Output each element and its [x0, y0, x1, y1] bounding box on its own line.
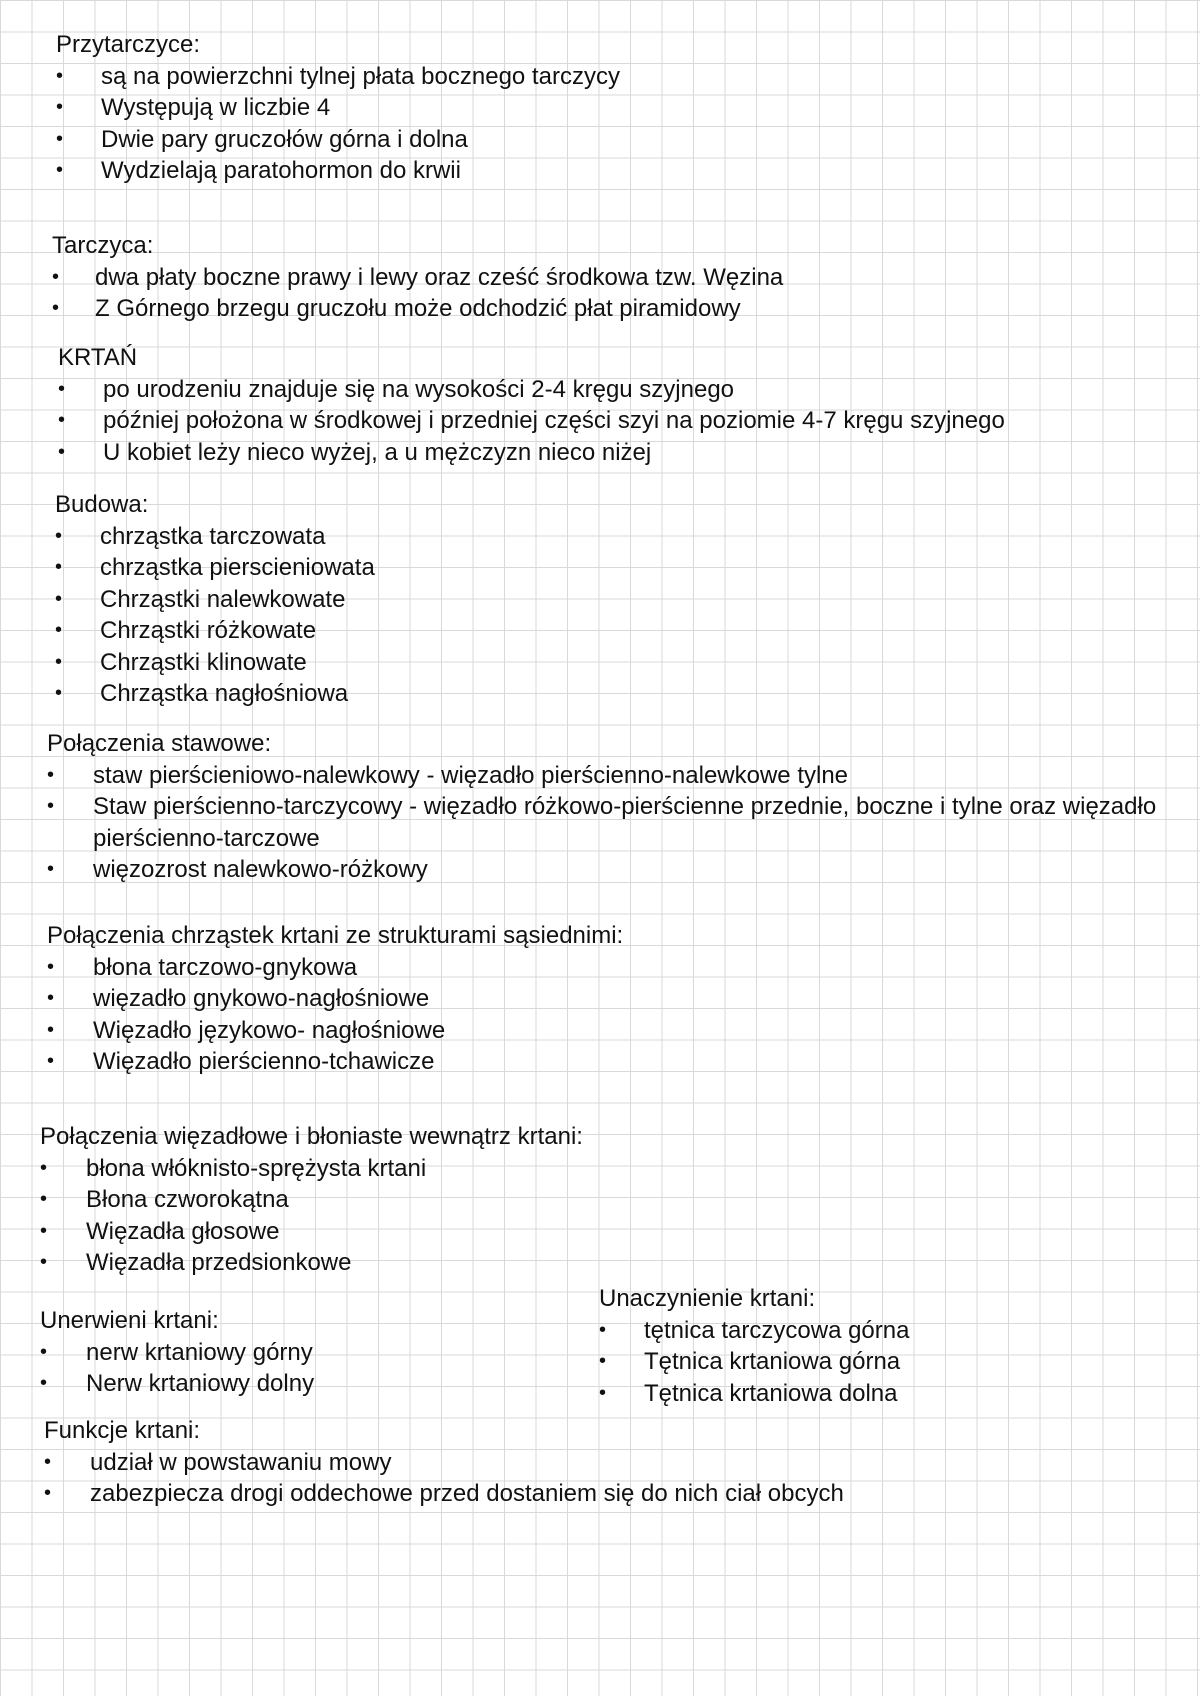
bullet-icon: •: [40, 1219, 48, 1242]
section-przytarczyce: [56, 29, 1156, 187]
list-item: [55, 521, 1155, 553]
list-item-text: zabezpiecza drogi oddechowe przed dostaniem się do nich ciał obcych: [90, 1480, 844, 1507]
list-item: [58, 437, 1178, 469]
bullet-list: [40, 1153, 1140, 1279]
bullet-icon: •: [47, 763, 55, 786]
list-item: [58, 374, 1178, 406]
section-heading: Tarczyca:: [52, 232, 154, 259]
bullet-icon: •: [599, 1350, 607, 1372]
list-item: [47, 952, 1147, 984]
section-krtan: [58, 342, 1178, 468]
list-item-text: Więzadło pierścienno-tchawicze: [93, 1048, 435, 1075]
list-item-text: Tętnica krtaniowa dolna: [644, 1379, 898, 1407]
section-heading: Budowa:: [55, 491, 149, 518]
bullet-icon: •: [55, 587, 63, 610]
list-item: [40, 1153, 1140, 1185]
list-item-text: Błona czworokątna: [86, 1186, 289, 1213]
list-item: [56, 155, 1156, 187]
list-item: [47, 791, 1157, 854]
bullet-icon: •: [47, 795, 55, 817]
list-item-text: Staw pierścienno-tarczycowy - więzadło różkowo-pierścienne przednie, boczne i tylne oraz więzadło pierścienno-tarczowe: [93, 793, 1157, 852]
list-item: [47, 983, 1147, 1015]
list-item-text: Dwie pary gruczołów górna i dolna: [101, 125, 468, 153]
list-item: [55, 678, 1155, 710]
bullet-icon: •: [47, 987, 55, 1009]
list-item-text: staw pierścieniowo-nalewkowy - więzadło pierścienno-nalewkowe tylne: [93, 761, 849, 789]
section-unerwienie: [40, 1305, 560, 1400]
bullet-icon: •: [40, 1156, 48, 1179]
bullet-icon: •: [58, 409, 66, 431]
list-item-text: po urodzeniu znajduje się na wysokości 2-4 kręgu szyjnego: [103, 375, 735, 403]
bullet-list: [55, 521, 1155, 710]
bullet-list: [47, 952, 1147, 1078]
list-item: [47, 854, 1157, 886]
list-item-text: chrząstka tarczowata: [100, 522, 326, 550]
list-item: [55, 647, 1155, 679]
section-heading: KRTAŃ: [58, 344, 138, 371]
list-item-text: błona tarczowo-gnykowa: [93, 953, 358, 981]
bullet-icon: •: [56, 159, 64, 181]
list-item-text: później położona w środkowej i przedniej części szyi na poziomie 4-7 kręgu szyjnego: [103, 407, 1005, 434]
bullet-icon: •: [44, 1482, 52, 1504]
section-polaczenia-wiezadlowe: [40, 1121, 1140, 1279]
bullet-icon: •: [55, 556, 63, 578]
list-item-text: tętnica tarczycowa górna: [644, 1316, 910, 1344]
list-item-text: Więzadła przedsionkowe: [86, 1249, 352, 1276]
bullet-icon: •: [599, 1318, 607, 1341]
section-unaczynienie: [599, 1283, 1159, 1409]
list-item-text: Tętnica krtaniowa górna: [644, 1348, 901, 1375]
list-item: [56, 124, 1156, 156]
list-item: [599, 1315, 1159, 1347]
list-item-text: więzozrost nalewkowo-różkowy: [93, 856, 428, 883]
bullet-icon: •: [47, 858, 55, 880]
section-heading: Połączenia stawowe:: [47, 730, 272, 757]
section-funkcje: [44, 1415, 1144, 1510]
bullet-icon: •: [47, 955, 55, 978]
bullet-icon: •: [56, 96, 64, 118]
list-item-text: więzadło gnykowo-nagłośniowe: [93, 985, 430, 1012]
list-item-text: Chrząstki różkowate: [100, 617, 317, 644]
list-item: [52, 293, 1152, 325]
section-heading: Funkcje krtani:: [44, 1417, 201, 1444]
list-item: [55, 615, 1155, 647]
section-heading: Połączenia chrząstek krtani ze strukturami sąsiednimi:: [47, 922, 624, 949]
section-tarczyca: [52, 230, 1152, 325]
list-item-text: Chrząstki nalewkowate: [100, 585, 346, 613]
bullet-icon: •: [47, 1018, 55, 1041]
bullet-icon: •: [44, 1450, 52, 1473]
list-item-text: błona włóknisto-sprężysta krtani: [86, 1154, 427, 1182]
bullet-icon: •: [58, 440, 66, 463]
list-item-text: nerw krtaniowy górny: [86, 1338, 313, 1366]
bullet-icon: •: [40, 1372, 48, 1394]
list-item: [40, 1247, 1140, 1279]
list-item-text: Chrząstka nagłośniowa: [100, 680, 349, 707]
list-item-text: dwa płaty boczne prawy i lewy oraz cześć środkowa tzw. Węzina: [95, 263, 784, 291]
list-item: [58, 405, 1178, 437]
bullet-list: [47, 760, 1157, 886]
list-item: [47, 1046, 1147, 1078]
section-polaczenia-chrzastek: [47, 920, 1147, 1078]
list-item-text: Więzadło językowo- nagłośniowe: [93, 1016, 446, 1044]
section-heading: Unaczynienie krtani:: [599, 1285, 816, 1312]
bullet-icon: •: [40, 1340, 48, 1363]
bullet-icon: •: [52, 297, 60, 319]
bullet-icon: •: [40, 1251, 48, 1273]
list-item: [47, 1015, 1147, 1047]
list-item-text: Z Górnego brzegu gruczołu może odchodzić płat piramidowy: [95, 295, 741, 322]
list-item: [52, 262, 1152, 294]
list-item: [47, 760, 1157, 792]
bullet-icon: •: [55, 650, 63, 673]
section-heading: Unerwieni krtani:: [40, 1307, 219, 1334]
list-item-text: udział w powstawaniu mowy: [90, 1448, 392, 1476]
list-item: [56, 61, 1156, 93]
list-item: [44, 1478, 1144, 1510]
list-item: [40, 1216, 1140, 1248]
bullet-icon: •: [55, 619, 63, 641]
bullet-icon: •: [47, 1050, 55, 1072]
list-item-text: Wydzielają paratohormon do krwii: [101, 157, 461, 184]
bullet-list: [52, 262, 1152, 325]
bullet-list: [58, 374, 1178, 469]
list-item-text: chrząstka pierscieniowata: [100, 554, 375, 581]
list-item-text: U kobiet leży nieco wyżej, a u mężczyzn nieco niżej: [103, 438, 652, 466]
list-item: [44, 1447, 1144, 1479]
list-item-text: Więzadła głosowe: [86, 1217, 280, 1245]
list-item: [55, 552, 1155, 584]
bullet-icon: •: [52, 265, 60, 288]
list-item: [40, 1337, 560, 1369]
list-item-text: są na powierzchni tylnej płata bocznego tarczycy: [101, 62, 620, 90]
list-item: [599, 1378, 1159, 1410]
bullet-icon: •: [40, 1188, 48, 1210]
bullet-icon: •: [55, 682, 63, 704]
bullet-list: [599, 1315, 1159, 1410]
list-item: [56, 92, 1156, 124]
bullet-icon: •: [58, 377, 66, 400]
section-budowa: [55, 489, 1155, 710]
bullet-icon: •: [55, 524, 63, 547]
list-item: [40, 1368, 560, 1400]
section-heading: Przytarczyce:: [56, 31, 201, 58]
section-polaczenia-stawowe: [47, 728, 1157, 886]
bullet-icon: •: [599, 1381, 607, 1404]
bullet-icon: •: [56, 64, 64, 87]
bullet-list: [56, 61, 1156, 187]
list-item-text: Występują w liczbie 4: [101, 94, 331, 121]
bullet-list: [44, 1447, 1144, 1510]
list-item: [55, 584, 1155, 616]
section-heading: Połączenia więzadłowe i błoniaste wewnątrz krtani:: [40, 1123, 583, 1150]
bullet-list: [40, 1337, 560, 1400]
list-item: [40, 1184, 1140, 1216]
list-item-text: Chrząstki klinowate: [100, 648, 307, 676]
list-item: [599, 1346, 1159, 1378]
list-item-text: Nerw krtaniowy dolny: [86, 1370, 315, 1397]
bullet-icon: •: [56, 127, 64, 150]
